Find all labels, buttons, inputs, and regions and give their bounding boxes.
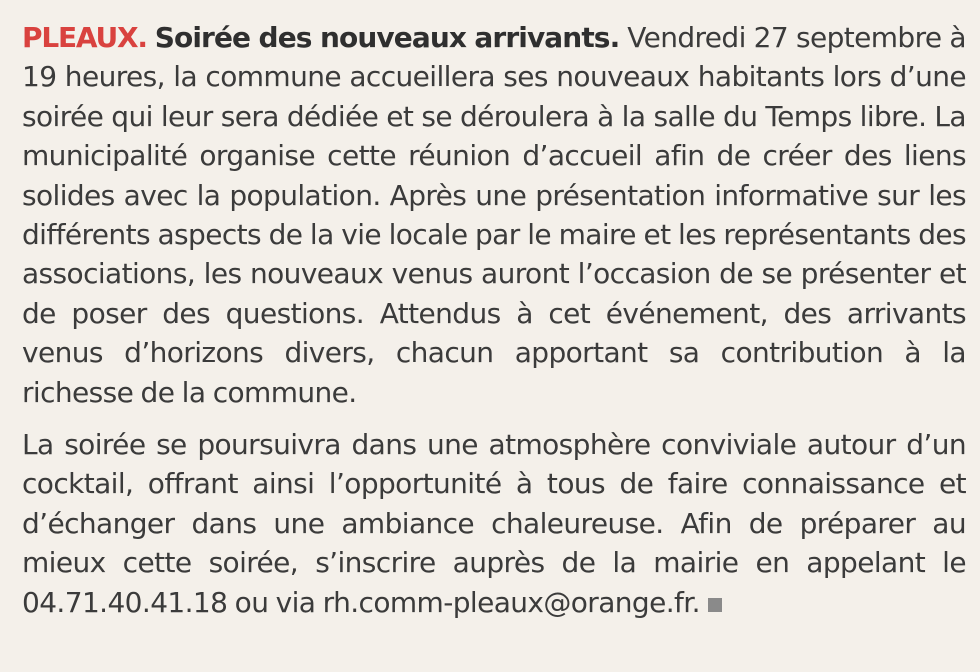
phone-number: 04.71.40.41.18 [22,585,228,619]
paragraph-1-body: Vendredi 27 septembre à 19 heures, la commune accueillera ses nouveaux habitants lors d’une soirée qui leur sera dédiée et se déroulera à la salle du Temps libre. La municipalité organise cette réunion d’accueil afin de créer des liens solides avec la population. Après une présentation informative sur les différents aspects de la vie locale par le maire et les représentants des associations, les nouveaux venus auront l’occasion de se présenter et de poser des questions. Attendus à cet événement, des arrivants venus d’horizons divers, chacun apportant sa contribution à la richesse de la commune. [22,21,966,409]
location-kicker: PLEAUX. [22,21,147,54]
article-paragraph-2 [22,425,966,622]
contact-email: rh.comm-pleaux@orange.fr. [322,585,700,619]
article-headline: Soirée des nouveaux arrivants. [154,21,620,54]
connector-text: ou via [234,585,316,619]
paragraph-2-body: La soirée se poursuivra dans une atmosphère conviviale autour d’un cocktail, offrant ainsi l’opportunité à tous de faire connaissance et d’échanger dans une ambiance chaleureuse. Afin de préparer au mieux cette soirée, s’inscrire auprès de la mairie en appelant le [22,428,966,580]
end-of-article-square-icon [708,598,722,612]
article-paragraph-1 [22,18,966,412]
